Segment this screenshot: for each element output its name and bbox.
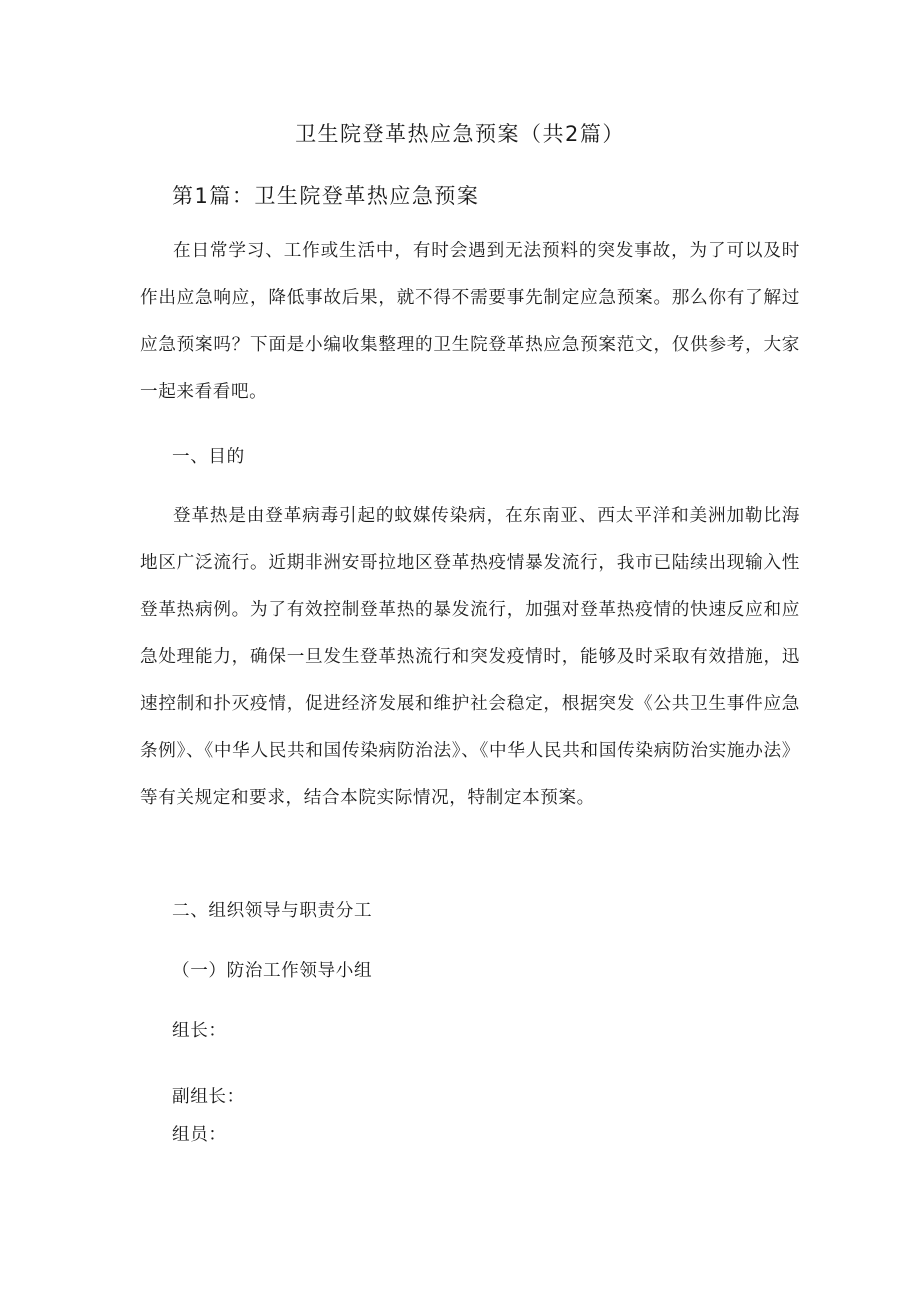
field-deputy-label: 副组长：: [172, 1087, 245, 1107]
field-leader-label: 组长：: [172, 1021, 227, 1041]
field-members-label: 组员：: [172, 1125, 227, 1145]
heading-purpose: 一、目的: [172, 447, 245, 467]
section-title: 第1篇：卫生院登革热应急预案: [172, 184, 480, 208]
heading-leadership-group: （一）防治工作领导小组: [172, 961, 373, 981]
document-title: 卫生院登革热应急预案（共2篇）: [295, 122, 625, 146]
heading-organization: 二、组织领导与职责分工: [172, 901, 373, 921]
intro-paragraph: 在日常学习、工作或生活中，有时会遇到无法预料的突发事故，为了可以及时作出应急响应，降低事故后果，就不得不需要事先制定应急预案。那么你有了解过应急预案吗？下面是小编收集整理的卫生院登革热应急预案范文，仅供参考，大家一起来看看吧。: [140, 241, 800, 402]
purpose-paragraph: 登革热是由登革病毒引起的蚊媒传染病，在东南亚、西太平洋和美洲加勒比海地区广泛流行。近期非洲安哥拉地区登革热疫情暴发流行，我市已陆续出现输入性登革热病例。为了有效控制登革热的暴发流行，加强对登革热疫情的快速反应和应急处理能力，确保一旦发生登革热流行和突发疫情时，能够及时采取有效措施，迅速控制和扑灭疫情，促进经济发展和维护社会稳定，根据突发《公共卫生事件应急条例》、《中华人民共和国传染病防治法》、《中华人民共和国传染病防治实施办法》等有关规定和要求，结合本院实际情况，特制定本预案。: [140, 506, 800, 808]
